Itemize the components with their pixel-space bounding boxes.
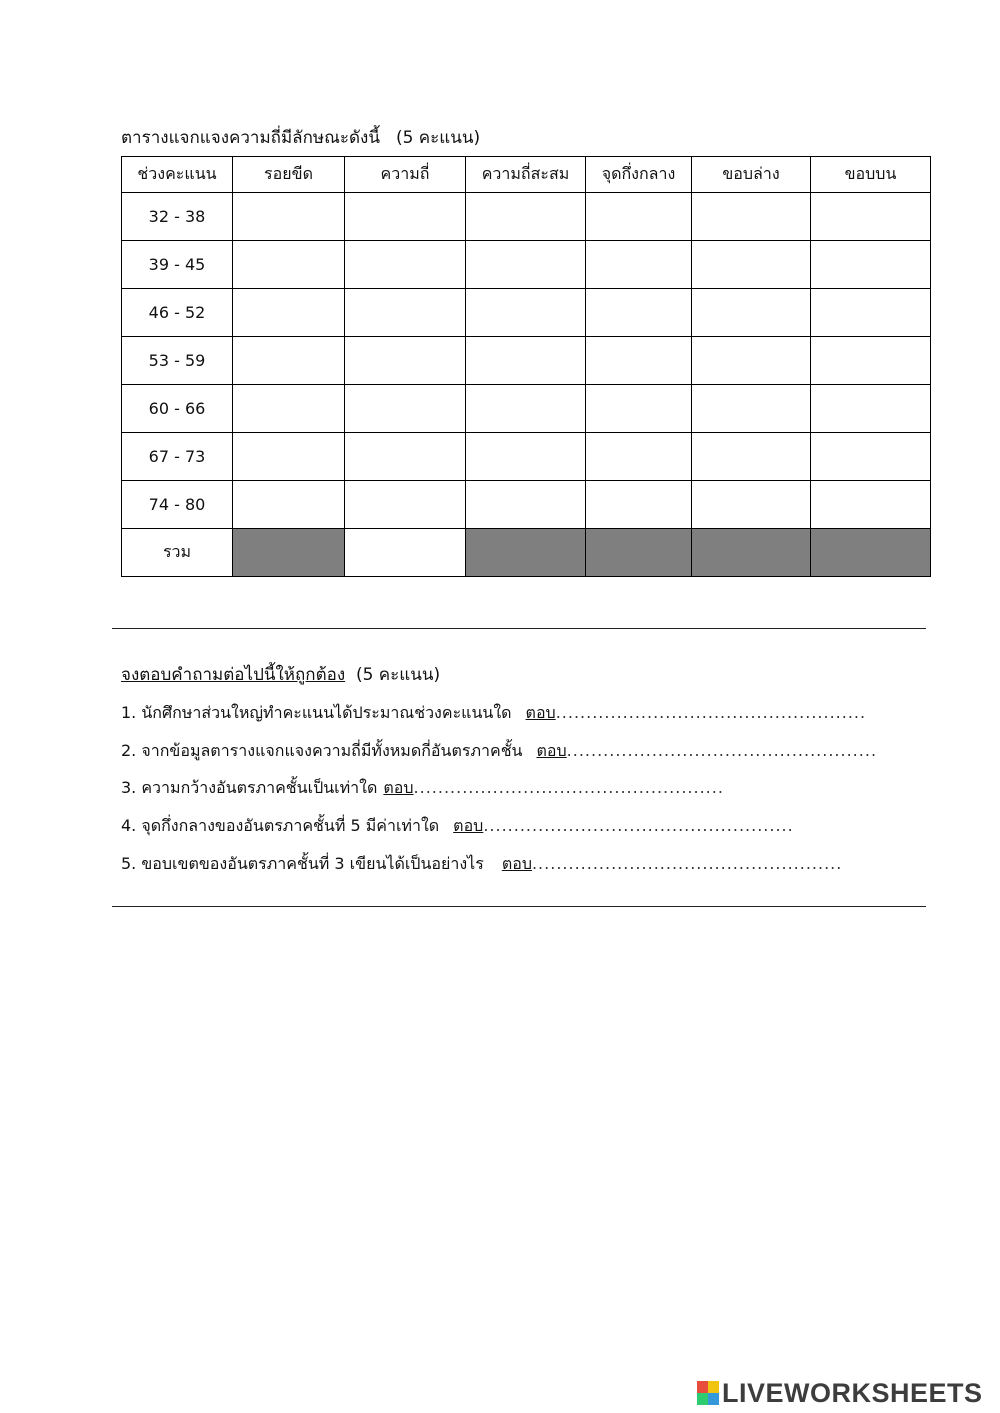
- lower-boundary-answer-cell[interactable]: [692, 433, 811, 481]
- total-frequency-answer-cell[interactable]: [345, 529, 466, 577]
- tally-answer-cell[interactable]: [233, 193, 345, 241]
- answer-field[interactable]: ...................................................: [531, 854, 843, 873]
- table-header-row: [122, 157, 931, 193]
- lower-boundary-answer-cell[interactable]: [692, 481, 811, 529]
- answer-label: ตอบ: [383, 778, 414, 797]
- cumulative-frequency-answer-cell[interactable]: [466, 481, 586, 529]
- answer-field[interactable]: ...................................................: [566, 741, 878, 760]
- answer-label: ตอบ: [536, 741, 567, 760]
- lower-boundary-answer-cell[interactable]: [692, 193, 811, 241]
- midpoint-answer-cell[interactable]: [586, 193, 692, 241]
- midpoint-answer-cell[interactable]: [586, 481, 692, 529]
- upper-boundary-answer-cell[interactable]: [811, 337, 931, 385]
- answer-field[interactable]: ...................................................: [413, 778, 724, 797]
- logo-block: [708, 1393, 719, 1405]
- tally-answer-cell[interactable]: [233, 385, 345, 433]
- logo-block: [697, 1381, 708, 1393]
- cumulative-frequency-answer-cell[interactable]: [466, 289, 586, 337]
- lower-boundary-answer-cell[interactable]: [692, 337, 811, 385]
- cumulative-frequency-answer-cell[interactable]: [466, 433, 586, 481]
- midpoint-answer-cell[interactable]: [586, 289, 692, 337]
- liveworksheets-logo: [697, 1378, 983, 1408]
- score-range-cell: 46 - 52: [122, 289, 233, 337]
- table-title-text: ตารางแจกแจงความถี่มีลักษณะดังนี้: [121, 128, 380, 148]
- lower-boundary-answer-cell[interactable]: [692, 289, 811, 337]
- question-text: 5. ขอบเขตของอันตรภาคชั้นที่ 3 เขียนได้เป็นอย่างไร: [121, 854, 484, 873]
- table-title-points: (5 คะแนน): [395, 128, 481, 148]
- header-cumulative-frequency: ความถี่สะสม: [466, 157, 586, 193]
- divider: [112, 906, 926, 907]
- table-row: [122, 337, 931, 385]
- header-midpoint: จุดกึ่งกลาง: [586, 157, 692, 193]
- cumulative-frequency-answer-cell[interactable]: [466, 385, 586, 433]
- upper-boundary-answer-cell[interactable]: [811, 241, 931, 289]
- lower-boundary-answer-cell[interactable]: [692, 241, 811, 289]
- midpoint-answer-cell[interactable]: [586, 241, 692, 289]
- frequency-table: [121, 156, 931, 577]
- question-item: [121, 814, 794, 839]
- frequency-answer-cell[interactable]: [345, 385, 466, 433]
- tally-answer-cell[interactable]: [233, 481, 345, 529]
- question-item: [121, 701, 866, 726]
- tally-answer-cell[interactable]: [233, 289, 345, 337]
- frequency-answer-cell[interactable]: [345, 193, 466, 241]
- header-frequency: ความถี่: [345, 157, 466, 193]
- question-text: 3. ความกว้างอันตรภาคชั้นเป็นเท่าใด: [121, 778, 378, 797]
- midpoint-answer-cell[interactable]: [586, 337, 692, 385]
- answer-field[interactable]: ...................................................: [555, 703, 867, 722]
- upper-boundary-answer-cell[interactable]: [811, 481, 931, 529]
- upper-boundary-answer-cell[interactable]: [811, 385, 931, 433]
- questions-title-text: จงตอบคำถามต่อไปนี้ให้ถูกต้อง: [121, 665, 346, 685]
- table-row: [122, 289, 931, 337]
- question-text: 2. จากข้อมูลตารางแจกแจงความถี่มีทั้งหมดกี่อันตรภาคชั้น: [121, 741, 523, 760]
- shaded-cell: [692, 529, 811, 577]
- table-row: [122, 481, 931, 529]
- shaded-cell: [233, 529, 345, 577]
- score-range-cell: 32 - 38: [122, 193, 233, 241]
- score-range-cell: 67 - 73: [122, 433, 233, 481]
- header-score-range: ช่วงคะแนน: [122, 157, 233, 193]
- logo-block: [697, 1393, 708, 1405]
- frequency-answer-cell[interactable]: [345, 481, 466, 529]
- score-range-cell: 60 - 66: [122, 385, 233, 433]
- logo-text: LIVEWORKSHEETS: [722, 1377, 983, 1408]
- upper-boundary-answer-cell[interactable]: [811, 433, 931, 481]
- question-item: [121, 852, 842, 877]
- questions-title: [121, 661, 440, 688]
- tally-answer-cell[interactable]: [233, 241, 345, 289]
- score-range-cell: 39 - 45: [122, 241, 233, 289]
- shaded-cell: [586, 529, 692, 577]
- shaded-cell: [466, 529, 586, 577]
- frequency-answer-cell[interactable]: [345, 241, 466, 289]
- logo-block: [708, 1381, 719, 1393]
- question-item: [121, 776, 724, 801]
- header-lower-boundary: ขอบล่าง: [692, 157, 811, 193]
- score-range-cell: 53 - 59: [122, 337, 233, 385]
- total-label-cell: รวม: [122, 529, 233, 577]
- cumulative-frequency-answer-cell[interactable]: [466, 193, 586, 241]
- tally-answer-cell[interactable]: [233, 337, 345, 385]
- answer-label: ตอบ: [453, 816, 484, 835]
- shaded-cell: [811, 529, 931, 577]
- midpoint-answer-cell[interactable]: [586, 385, 692, 433]
- frequency-answer-cell[interactable]: [345, 337, 466, 385]
- table-row: [122, 193, 931, 241]
- header-upper-boundary: ขอบบน: [811, 157, 931, 193]
- answer-field[interactable]: ...................................................: [483, 816, 794, 835]
- answer-label: ตอบ: [525, 703, 556, 722]
- frequency-answer-cell[interactable]: [345, 433, 466, 481]
- cumulative-frequency-answer-cell[interactable]: [466, 241, 586, 289]
- questions-points: (5 คะแนน): [355, 665, 441, 685]
- table-total-row: [122, 529, 931, 577]
- question-item: [121, 739, 877, 764]
- score-range-cell: 74 - 80: [122, 481, 233, 529]
- question-text: 4. จุดกึ่งกลางของอันตรภาคชั้นที่ 5 มีค่าเท่าใด: [121, 816, 440, 835]
- question-text: 1. นักศึกษาส่วนใหญ่ทำคะแนนได้ประมาณช่วงคะแนนใด: [121, 703, 512, 722]
- divider: [112, 628, 926, 629]
- lower-boundary-answer-cell[interactable]: [692, 385, 811, 433]
- header-tally: รอยขีด: [233, 157, 345, 193]
- table-row: [122, 385, 931, 433]
- answer-label: ตอบ: [501, 854, 532, 873]
- logo-blocks-icon: [697, 1381, 719, 1405]
- table-row: [122, 241, 931, 289]
- cumulative-frequency-answer-cell[interactable]: [466, 337, 586, 385]
- table-row: [122, 433, 931, 481]
- upper-boundary-answer-cell[interactable]: [811, 289, 931, 337]
- frequency-answer-cell[interactable]: [345, 289, 466, 337]
- tally-answer-cell[interactable]: [233, 433, 345, 481]
- upper-boundary-answer-cell[interactable]: [811, 193, 931, 241]
- table-title: [121, 124, 480, 151]
- midpoint-answer-cell[interactable]: [586, 433, 692, 481]
